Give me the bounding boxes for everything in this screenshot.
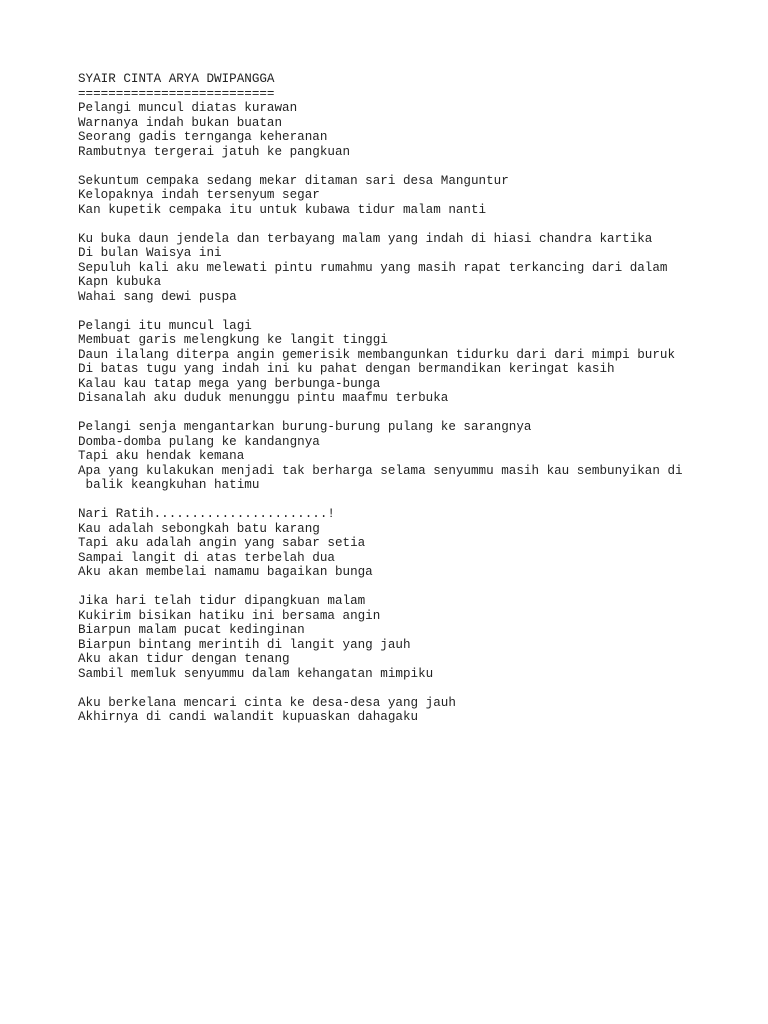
stanza (78, 420, 758, 493)
poem-line: Kalau kau tatap mega yang berbunga-bunga (78, 376, 381, 391)
poem-line: Domba-domba pulang ke kandangnya (78, 434, 320, 449)
poem-line: Nari Ratih.......................! (78, 507, 335, 521)
poem-line: Sepuluh kali aku melewati pintu rumahmu yang masih rapat terkancing dari dalam (78, 260, 668, 275)
poem-line: balik keangkuhan hatimu (78, 478, 260, 492)
poem-line: Di bulan Waisya ini (78, 246, 222, 260)
poem-line: Kapn kubuka (78, 275, 162, 289)
stanza (78, 101, 758, 159)
poem-document (78, 72, 758, 739)
poem-line: Biarpun malam pucat kedinginan (78, 623, 305, 637)
poem-line: Daun ilalang diterpa angin gemerisik membangunkan tidurku dari dari mimpi buruk (78, 347, 676, 362)
stanza (78, 232, 758, 305)
stanza (78, 594, 758, 681)
poem-line: Aku akan membelai namamu bagaikan bunga (78, 565, 373, 579)
stanza (78, 174, 758, 218)
poem-line: Sekuntum cempaka sedang mekar ditaman sari desa Manguntur (78, 173, 509, 188)
poem-line: Kukirim bisikan hatiku ini bersama angin (78, 608, 381, 623)
poem-line: Kau adalah sebongkah batu karang (78, 521, 320, 536)
poem-line: Aku berkelana mencari cinta ke desa-desa yang jauh (78, 695, 456, 710)
poem-line: Rambutnya tergerai jatuh ke pangkuan (78, 144, 351, 159)
poem-line: Tapi aku hendak kemana (78, 449, 245, 463)
poem-line: Wahai sang dewi puspa (78, 289, 237, 304)
poem-line: Di batas tugu yang indah ini ku pahat dengan bermandikan keringat kasih (78, 362, 615, 376)
poem-line: Tapi aku adalah angin yang sabar setia (78, 536, 366, 550)
poem-line: Seorang gadis ternganga keheranan (78, 130, 328, 144)
poem-line: Pelangi muncul diatas kurawan (78, 101, 298, 115)
stanza (78, 319, 758, 406)
poem-line: Aku akan tidur dengan tenang (78, 652, 290, 666)
poem-body (78, 101, 758, 725)
poem-line: Disanalah aku duduk menunggu pintu maafmu terbuka (78, 391, 449, 405)
poem-line: Warnanya indah bukan buatan (78, 115, 283, 130)
poem-line: Pelangi itu muncul lagi (78, 318, 252, 333)
poem-line: Kan kupetik cempaka itu untuk kubawa tidur malam nanti (78, 202, 487, 217)
stanza (78, 507, 758, 580)
title-underline: ========================== (78, 86, 275, 101)
poem-line: Apa yang kulakukan menjadi tak berharga selama senyummu masih kau sembunyikan di (78, 463, 683, 478)
stanza (78, 696, 758, 725)
poem-title: SYAIR CINTA ARYA DWIPANGGA (78, 72, 275, 86)
poem-line: Sambil memluk senyummu dalam kehangatan mimpiku (78, 666, 434, 681)
poem-line: Jika hari telah tidur dipangkuan malam (78, 594, 366, 608)
poem-line: Biarpun bintang merintih di langit yang jauh (78, 637, 411, 652)
poem-line: Ku buka daun jendela dan terbayang malam yang indah di hiasi chandra kartika (78, 231, 653, 246)
poem-line: Pelangi senja mengantarkan burung-burung pulang ke sarangnya (78, 420, 532, 434)
poem-line: Membuat garis melengkung ke langit tinggi (78, 333, 388, 347)
poem-line: Kelopaknya indah tersenyum segar (78, 188, 320, 202)
poem-line: Sampai langit di atas terbelah dua (78, 550, 335, 565)
poem-line: Akhirnya di candi walandit kupuaskan dahagaku (78, 710, 419, 724)
